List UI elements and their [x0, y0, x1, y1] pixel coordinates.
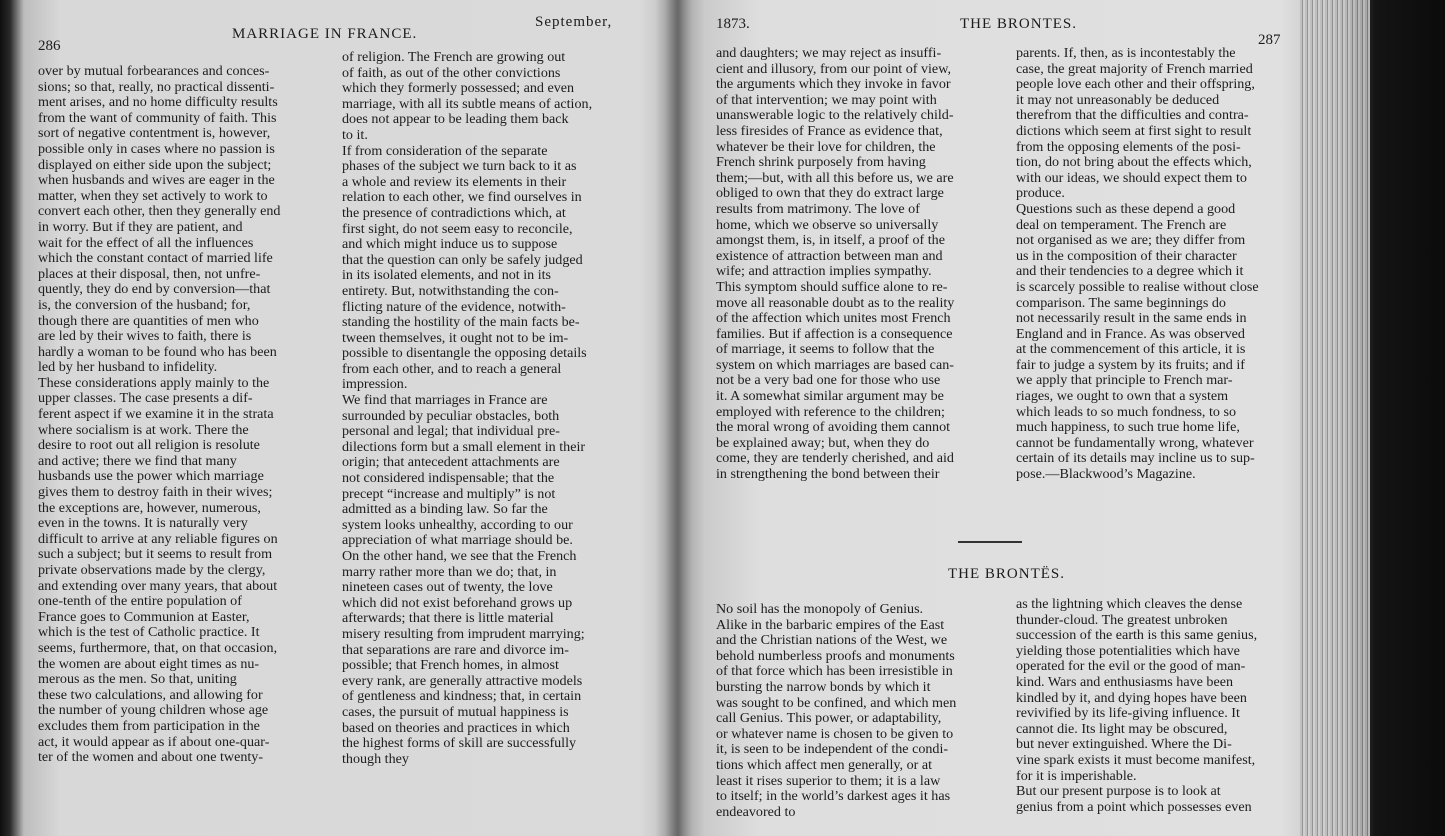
text-line: excludes them from participation in the: [38, 717, 260, 734]
text-line: cases, the pursuit of mutual happiness is: [342, 703, 569, 720]
text-line: call Genius. This power, or adaptability,: [716, 710, 942, 727]
text-line: less firesides of France as evidence that,: [716, 122, 943, 139]
text-line: of that intervention; we may point with: [716, 91, 937, 108]
text-line: France goes to Communion at Easter,: [38, 608, 250, 625]
text-line: operated for the evil or the good of man-: [1016, 658, 1246, 675]
text-line: first sight, do not seem easy to reconcile,: [342, 220, 573, 237]
text-line: tween themselves, it ought not to be im-: [342, 329, 569, 346]
text-line: least it rises superior to them; it is a law: [716, 772, 941, 789]
text-line: vine spark exists it must become manifest,: [1016, 751, 1256, 768]
text-line: was sought to be confined, and which men: [716, 694, 957, 711]
text-line: it, is seen to be independent of the condi-: [716, 741, 949, 758]
text-line: over by mutual forbearances and conces-: [38, 64, 270, 79]
left-running-month: September,: [535, 14, 613, 30]
text-line: marriage, with all its subtle means of action,: [342, 95, 593, 112]
text-line: husbands use the power which marriage: [38, 468, 264, 485]
text-line: admitted as a binding law. So far the: [342, 501, 548, 518]
text-line: a whole and review its elements in their: [342, 173, 567, 190]
text-line: comparison. The same beginnings do: [1016, 294, 1226, 311]
text-line: marry rather more than we do; that, in: [342, 563, 557, 580]
text-line: fair to judge a system by its fruits; and if: [1016, 356, 1245, 373]
text-line: from the want of community of faith. This: [38, 109, 277, 126]
text-line: pose.—Blackwood’s Magazine.: [1016, 466, 1196, 483]
text-line: private observations made by the clergy,: [38, 562, 266, 578]
text-line: the arguments which they invoke in favor: [716, 76, 951, 93]
text-line: certain of its details may incline us to sup-: [1016, 450, 1255, 467]
text-line: sions; so that, really, no practical dissenti-: [38, 78, 275, 95]
text-line: behold numberless proofs and monuments: [716, 647, 955, 664]
text-line: dictions which seem at first sight to result: [1016, 122, 1252, 139]
text-line: If from consideration of the separate: [342, 142, 548, 159]
text-line: parents. If, then, as is incontestably the: [1016, 46, 1236, 61]
new-article-title: THE BRONTËS.: [948, 566, 1065, 582]
text-line: where socialism is at work. There the: [38, 421, 249, 438]
text-line: which they formerly possessed; and even: [342, 80, 575, 97]
text-line: does not appear to be leading them back: [342, 111, 569, 128]
text-line: the highest forms of skill are successfully: [342, 735, 577, 752]
text-line: yielding those potentialities which have: [1016, 642, 1240, 659]
text-line: precept “increase and multiply” is not: [342, 485, 556, 502]
text-line: it. A somewhat similar argument may be: [716, 388, 944, 405]
text-line: us in the composition of their character: [1016, 247, 1237, 264]
right-running-title: THE BRONTES.: [960, 16, 1077, 32]
text-line: which did not exist beforehand grows up: [342, 594, 573, 611]
text-line: and which might induce us to suppose: [342, 236, 558, 253]
text-line: phases of the subject we turn back to it as: [342, 158, 577, 175]
text-line: of that force which has been irresistible in: [716, 663, 953, 680]
text-line: is scarcely possible to realise without close: [1016, 278, 1259, 295]
text-line: tion, do not bring about the effects which,: [1016, 154, 1252, 171]
text-line: produce.: [1016, 185, 1065, 202]
text-line: be explained away; but, when they do: [716, 434, 930, 451]
text-line: England and in France. As was observed: [1016, 325, 1245, 342]
text-line: desire to root out all religion is resolute: [38, 437, 260, 454]
text-line: as the lightning which cleaves the dense: [1016, 597, 1243, 612]
text-line: therefrom that the difficulties and contra-: [1016, 107, 1249, 124]
text-line: we apply that principle to French mar-: [1016, 372, 1233, 389]
text-line: act, it would appear as if about one-quar-: [38, 733, 270, 750]
text-line: cannot be fundamentally wrong, whatever: [1016, 434, 1254, 451]
text-line: of religion. The French are growing out: [342, 50, 566, 65]
spine-shadow: [655, 0, 705, 836]
text-line: convert each other, then they generally end: [38, 203, 281, 220]
text-line: which the constant contact of married life: [38, 250, 273, 267]
text-line: that separations are rare and divorce im-: [342, 641, 569, 658]
text-line: dilections form but a small element in their: [342, 438, 586, 455]
text-line: personal and legal; that individual pre-: [342, 423, 560, 440]
text-line: of gentleness and kindness; that, in certain: [342, 688, 582, 705]
text-line: not be a very bad one for those who use: [716, 372, 941, 389]
text-line: quently, they do end by conversion—that: [38, 281, 271, 298]
text-line: possible only in cases where no passion is: [38, 140, 275, 157]
text-line: entirety. But, notwithstanding the con-: [342, 282, 559, 299]
text-line: gives them to destroy faith in their wives;: [38, 484, 273, 501]
right-running-year: 1873.: [716, 16, 750, 32]
text-line: bursting the narrow bonds by which it: [716, 678, 931, 695]
text-line: kindled by it, and dying hopes have been: [1016, 689, 1247, 706]
text-line: results from matrimony. The love of: [716, 200, 920, 217]
text-line: which leads to so much fondness, to so: [1016, 403, 1236, 420]
text-line: families. But if affection is a consequence: [716, 325, 953, 342]
left-page: [20, 0, 660, 836]
text-line: the women are about eight times as nu-: [38, 655, 260, 672]
text-line: not considered indispensable; that the: [342, 470, 555, 487]
text-line: people love each other and their offspring,: [1016, 76, 1255, 93]
text-line: revivified by its life-giving influence. It: [1016, 705, 1240, 722]
text-line: from each other, and to reach a general: [342, 360, 562, 377]
text-line: of marriage, it seems to follow that the: [716, 341, 935, 358]
text-line: to it.: [342, 126, 368, 143]
text-line: succession of the earth is this same genius,: [1016, 627, 1258, 644]
text-line: Alike in the barbaric empires of the East: [716, 616, 945, 633]
text-line: based on theories and practices in which: [342, 719, 570, 736]
text-line: wait for the effect of all the influences: [38, 234, 254, 251]
text-line: genius from a point which possesses even: [1016, 798, 1252, 815]
text-line: origin; that antecedent attachments are: [342, 454, 560, 471]
text-line: though they: [342, 750, 409, 767]
text-line: Questions such as these depend a good: [1016, 200, 1236, 217]
right-column-1: [716, 46, 1002, 483]
text-line: kind. Wars and enthusiasms have been: [1016, 673, 1234, 690]
text-line: But our present purpose is to look at: [1016, 783, 1221, 800]
text-line: cient and illusory, from our point of view,: [716, 60, 951, 77]
text-line: On the other hand, we see that the French: [342, 548, 577, 564]
text-line: relation to each other, we find ourselves in: [342, 189, 582, 206]
text-line: the moral wrong of avoiding them cannot: [716, 419, 951, 436]
text-line: We find that marriages in France are: [342, 392, 548, 409]
text-line: the exceptions are, however, numerous,: [38, 499, 261, 516]
text-line: afterwards; that there is little material: [342, 610, 554, 627]
text-line: difficult to arrive at any reliable figures on: [38, 530, 278, 547]
text-line: places at their disposal, then, not unfre-: [38, 265, 261, 282]
text-line: in worry. But if they are patient, and: [38, 218, 243, 235]
text-line: but never extinguished. Where the Di-: [1016, 736, 1232, 753]
text-line: existence of attraction between man and: [716, 247, 943, 264]
text-line: endeavored to: [716, 803, 796, 820]
text-line: the presence of contradictions which, at: [342, 204, 566, 221]
text-line: is, the conversion of the husband; for,: [38, 296, 251, 313]
page-edges: [1300, 0, 1370, 836]
text-line: and active; there we find that many: [38, 452, 237, 469]
text-line: flicting nature of the evidence, notwith-: [342, 298, 566, 315]
text-line: seems, furthermore, that, on that occasion,: [38, 639, 278, 656]
text-line: for it is imperishable.: [1016, 767, 1137, 784]
text-line: This symptom should suffice alone to re-: [716, 278, 948, 295]
left-running-title: MARRIAGE IN FRANCE.: [232, 26, 418, 42]
text-line: French shrink purposely from having: [716, 154, 926, 171]
text-line: No soil has the monopoly of Genius.: [716, 602, 924, 617]
text-line: every rank, are generally attractive models: [342, 672, 583, 689]
text-line: ter of the women and about one twenty-: [38, 749, 264, 766]
text-line: wife; and attraction implies sympathy.: [716, 263, 932, 280]
text-line: surrounded by peculiar obstacles, both: [342, 407, 560, 424]
left-column-2: [342, 50, 642, 767]
text-line: displayed on either side upon the subject;: [38, 156, 272, 173]
text-line: possible to disentangle the opposing details: [342, 345, 587, 362]
text-line: misery resulting from imprudent marrying;: [342, 625, 585, 642]
text-line: deal on temperament. The French are: [1016, 216, 1227, 233]
text-line: in its isolated elements, and not in its: [342, 267, 552, 284]
text-line: case, the great majority of French married: [1016, 60, 1253, 77]
text-line: and the Christian nations of the West, we: [716, 632, 948, 649]
text-line: with our ideas, we should expect them to: [1016, 169, 1247, 186]
text-line: led by her husband to infidelity.: [38, 359, 218, 376]
text-line: from the opposing elements of the posi-: [1016, 138, 1241, 155]
text-line: to itself; in the world’s darkest ages it has: [716, 788, 951, 805]
text-line: one-tenth of the entire population of: [38, 593, 242, 610]
text-line: not organised as we are; they differ from: [1016, 232, 1246, 249]
right-column-2: [1016, 46, 1300, 483]
text-line: and daughters; we may reject as insuffi-: [716, 46, 942, 61]
text-line: move all reasonable doubt as to the reality: [716, 294, 955, 311]
text-line: cannot die. Its light may be obscured,: [1016, 720, 1228, 737]
right-column-3: [716, 602, 1002, 820]
text-line: These considerations apply mainly to the: [38, 374, 270, 391]
text-line: ferent aspect if we examine it in the strata: [38, 406, 274, 423]
text-line: thunder-cloud. The greatest unbroken: [1016, 611, 1228, 628]
text-line: them;—but, with all this before us, we are: [716, 169, 954, 186]
text-line: riages, we ought to own that a system: [1016, 388, 1229, 405]
text-line: matter, when they set actively to work to: [38, 187, 268, 204]
text-line: the number of young children whose age: [38, 702, 269, 719]
text-line: at the commencement of this article, it is: [1016, 341, 1246, 358]
left-column-1: [38, 64, 330, 766]
text-line: of the affection which unites most French: [716, 310, 951, 327]
text-line: not necessarily result in the same ends in: [1016, 310, 1247, 327]
text-line: ment arises, and no home difficulty results: [38, 94, 278, 111]
text-line: are led by their wives to faith, there is: [38, 328, 252, 345]
article-divider: [958, 541, 1022, 543]
text-line: unanswerable logic to the relatively child-: [716, 107, 954, 124]
text-line: though there are quantities of men who: [38, 312, 259, 329]
text-line: that the question can only be safely judged: [342, 251, 583, 268]
text-line: hardly a woman to be found who has been: [38, 343, 277, 360]
text-line: home, which we observe so universally: [716, 216, 939, 233]
text-line: even in the towns. It is naturally very: [38, 515, 248, 532]
text-line: nineteen cases out of twenty, the love: [342, 579, 553, 596]
text-line: sort of negative contentment is, however,: [38, 125, 271, 142]
right-column-4: [1016, 597, 1300, 815]
text-line: standing the hostility of the main facts be-: [342, 314, 580, 331]
text-line: system looks unhealthy, according to our: [342, 516, 573, 533]
text-line: and their tendencies to a degree which it: [1016, 263, 1244, 280]
right-page-number: 287: [1258, 32, 1281, 48]
text-line: whatever be their love for children, the: [716, 138, 936, 155]
text-line: appreciation of what marriage should be.: [342, 532, 573, 549]
text-line: which is the test of Catholic practice. It: [38, 624, 260, 641]
text-line: when husbands and wives are eager in the: [38, 172, 275, 189]
text-line: and extending over many years, that about: [38, 577, 278, 594]
text-line: obliged to own that they do extract large: [716, 185, 944, 202]
text-line: employed with reference to the children;: [716, 403, 945, 420]
text-line: these two calculations, and allowing for: [38, 686, 263, 703]
text-line: impression.: [342, 376, 408, 393]
text-line: possible; that French homes, in almost: [342, 657, 559, 674]
text-line: amongst them, is, in itself, a proof of the: [716, 232, 945, 249]
text-line: of faith, as out of the other convictions: [342, 64, 561, 81]
text-line: merous as the men. So that, uniting: [38, 671, 237, 688]
text-line: in strengthening the bond between their: [716, 466, 940, 483]
text-line: system on which marriages are based can-: [716, 356, 954, 373]
text-line: it may not unreasonably be deduced: [1016, 91, 1220, 108]
text-line: tions which affect men generally, or at: [716, 756, 933, 773]
text-line: such a subject; but it seems to result from: [38, 546, 273, 563]
left-page-number: 286: [38, 38, 61, 54]
right-page: [700, 0, 1300, 836]
text-line: come, they are tenderly cherished, and aid: [716, 450, 954, 467]
text-line: upper classes. The case presents a dif-: [38, 390, 253, 407]
text-line: or whatever name is chosen to be given to: [716, 725, 954, 742]
text-line: much happiness, to such true home life,: [1016, 419, 1240, 436]
